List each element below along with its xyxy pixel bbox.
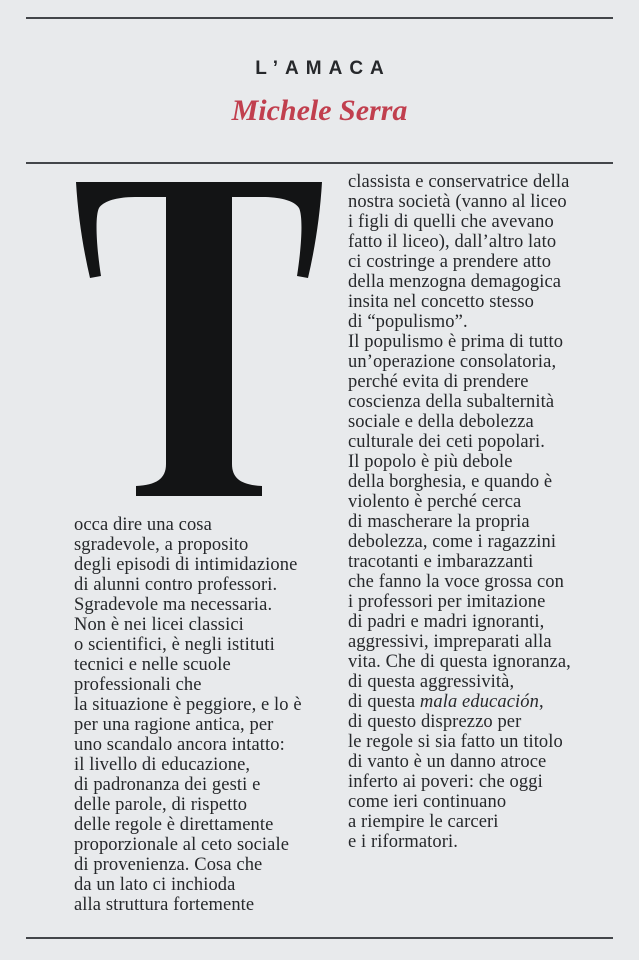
text-line: della borghesia, e quando è <box>348 472 553 492</box>
text-line: per una ragione antica, per <box>74 715 274 735</box>
right-column-text <box>348 172 571 852</box>
text-line: la situazione è peggiore, e lo è <box>74 695 302 715</box>
text-line: di provenienza. Cosa che <box>74 855 263 875</box>
text-line: di vanto è un danno atroce <box>348 752 547 772</box>
text-line: degli episodi di intimidazione <box>74 555 298 575</box>
drop-cap-letter-t <box>71 180 327 502</box>
text-line: sociale e della debolezza <box>348 412 534 432</box>
text-line: violento è perché cerca <box>348 492 522 512</box>
text-line: come ieri continuano <box>348 792 507 812</box>
text-line: Il popolo è più debole <box>348 452 513 472</box>
text-line: di padronanza dei gesti e <box>74 775 261 795</box>
text-line: della menzogna demagogica <box>348 272 562 292</box>
text-line: un’operazione consolatoria, <box>348 352 557 372</box>
text-line: di questo disprezzo per <box>348 712 522 732</box>
text-line: inferto ai poveri: che oggi <box>348 772 543 792</box>
text-line: vita. Che di questa ignoranza, <box>348 652 571 672</box>
text-line: professionali che <box>74 675 202 695</box>
text-line: occa dire una cosa <box>74 515 212 535</box>
text-line: tecnici e nelle scuole <box>74 655 231 675</box>
text-line: debolezza, come i ragazzini <box>348 532 557 552</box>
text-line: alla struttura fortemente <box>74 895 255 915</box>
text-line: i professori per imitazione <box>348 592 546 612</box>
text-line: di “populismo”. <box>348 312 468 332</box>
text-line: uno scandalo ancora intatto: <box>74 735 285 755</box>
text-line: delle parole, di rispetto <box>74 795 248 815</box>
text-line: classista e conservatrice della <box>348 172 570 192</box>
text-line: e i riformatori. <box>348 832 458 852</box>
text-line: il livello di educazione, <box>74 755 251 775</box>
text-line: ci costringe a prendere atto <box>348 252 552 272</box>
text-line: fatto il liceo), dall’altro lato <box>348 232 557 252</box>
text-line: da un lato ci inchioda <box>74 875 236 895</box>
text-line: di questa mala educación, <box>348 692 544 712</box>
text-line: aggressivi, impreparati alla <box>348 632 552 652</box>
author-name: Michele Serra <box>231 94 408 127</box>
text-line: di alunni contro professori. <box>74 575 278 595</box>
text-line: i figli di quelli che avevano <box>348 212 554 232</box>
text-line: o scientifici, è negli istituti <box>74 635 275 655</box>
bottom-rule <box>26 937 613 939</box>
text-line: insita nel concetto stesso <box>348 292 535 312</box>
text-line: Non è nei licei classici <box>74 615 244 635</box>
text-line: che fanno la voce grossa con <box>348 572 564 592</box>
text-line: Il populismo è prima di tutto <box>348 332 564 352</box>
text-line: di padri e madri ignoranti, <box>348 612 545 632</box>
top-rule <box>26 17 613 19</box>
text-line: di questa aggressività, <box>348 672 515 692</box>
text-line: proporzionale al ceto sociale <box>74 835 290 855</box>
text-line: perché evita di prendere <box>348 372 529 392</box>
left-column-text <box>74 515 302 915</box>
text-line: culturale dei ceti popolari. <box>348 432 545 452</box>
text-line: le regole si sia fatto un titolo <box>348 732 563 752</box>
text-line: di mascherare la propria <box>348 512 530 532</box>
rubric-title: L’AMACA <box>255 58 391 79</box>
text-line: a riempire le carceri <box>348 812 499 832</box>
text-line: coscienza della subalternità <box>348 392 555 412</box>
text-line: Sgradevole ma necessaria. <box>74 595 273 615</box>
text-line: nostra società (vanno al liceo <box>348 192 567 212</box>
header-divider-rule <box>26 162 613 164</box>
text-line: delle regole è direttamente <box>74 815 274 835</box>
text-line: sgradevole, a proposito <box>74 535 249 555</box>
text-line: tracotanti e imbarazzanti <box>348 552 534 572</box>
